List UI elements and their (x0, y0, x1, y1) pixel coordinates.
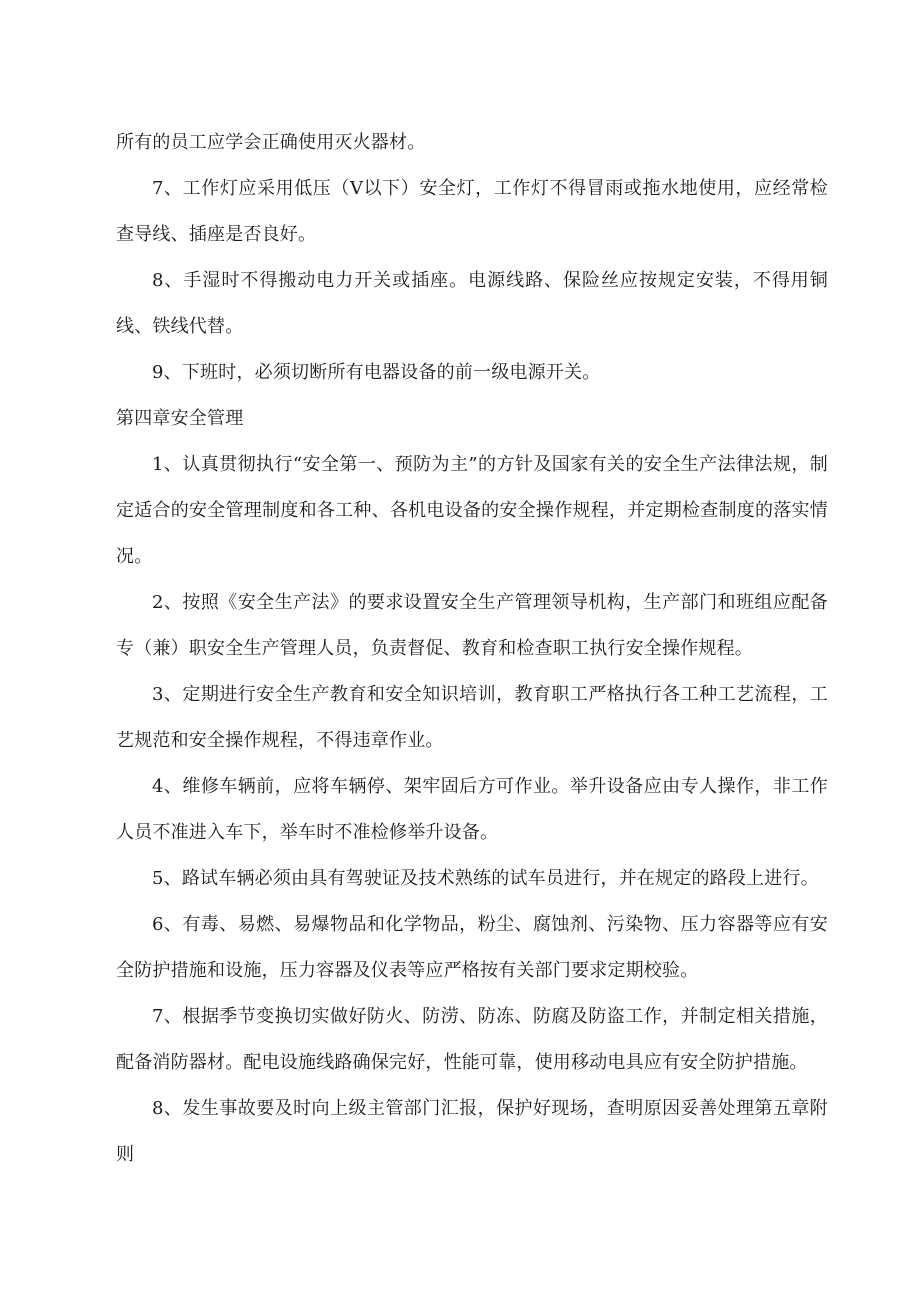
paragraph-item-6-hazardous-materials: 6、有毒、易燃、易爆物品和化学物品，粉尘、腐蚀剂、污染物、压力容器等应有安全防护措施和设施，压力容器及仪表等应严格按有关部门要求定期校验。 (116, 914, 828, 981)
paragraph-item-3-training: 3、定期进行安全生产教育和安全知识培训，教育职工严格执行各工种工艺流程，工艺规范和安全操作规程，不得违章作业。 (116, 684, 828, 751)
paragraph-item-8-accident-report: 8、发生事故要及时向上级主管部门汇报，保护好现场，查明原因妥善处理第五章附则 (116, 1098, 828, 1165)
paragraph-item-4-vehicle-repair: 4、维修车辆前，应将车辆停、架牢固后方可作业。举升设备应由专人操作，非工作人员不准进入车下，举车时不准检修举升设备。 (116, 776, 828, 843)
document-page (116, 120, 828, 1178)
paragraph-item-7-seasonal: 7、根据季节变换切实做好防火、防涝、防冻、防腐及防盗工作，并制定相关措施，配备消防器材。配电设施线路确保完好，性能可靠，使用移动电具应有安全防护措施。 (116, 1006, 828, 1073)
paragraph-item-7-work-lamp: 7、工作灯应采用低压（V以下）安全灯，工作灯不得冒雨或拖水地使用，应经常检查导线、插座是否良好。 (116, 178, 828, 245)
paragraph-item-2-organization: 2、按照《安全生产法》的要求设置安全生产管理领导机构，生产部门和班组应配备专（兼）职安全生产管理人员，负责督促、教育和检查职工执行安全操作规程。 (116, 592, 828, 659)
paragraph-item-1-policy: 1、认真贯彻执行“安全第一、预防为主”的方针及国家有关的安全生产法律法规，制定适合的安全管理制度和各工种、各机电设备的安全操作规程，并定期检查制度的落实情况。 (116, 454, 828, 567)
paragraph-item-8-wet-hands: 8、手湿时不得搬动电力开关或插座。电源线路、保险丝应按规定安装，不得用铜线、铁线代替。 (116, 270, 828, 337)
paragraph-fire-equipment: 所有的员工应学会正确使用灭火器材。 (116, 132, 426, 153)
paragraph-item-5-road-test: 5、路试车辆必须由具有驾驶证及技术熟练的试车员进行，并在规定的路段上进行。 (152, 868, 819, 889)
paragraph-item-9-power-off: 9、下班时，必须切断所有电器设备的前一级电源开关。 (152, 362, 601, 383)
chapter-heading-safety-management: 第四章安全管理 (116, 408, 244, 429)
